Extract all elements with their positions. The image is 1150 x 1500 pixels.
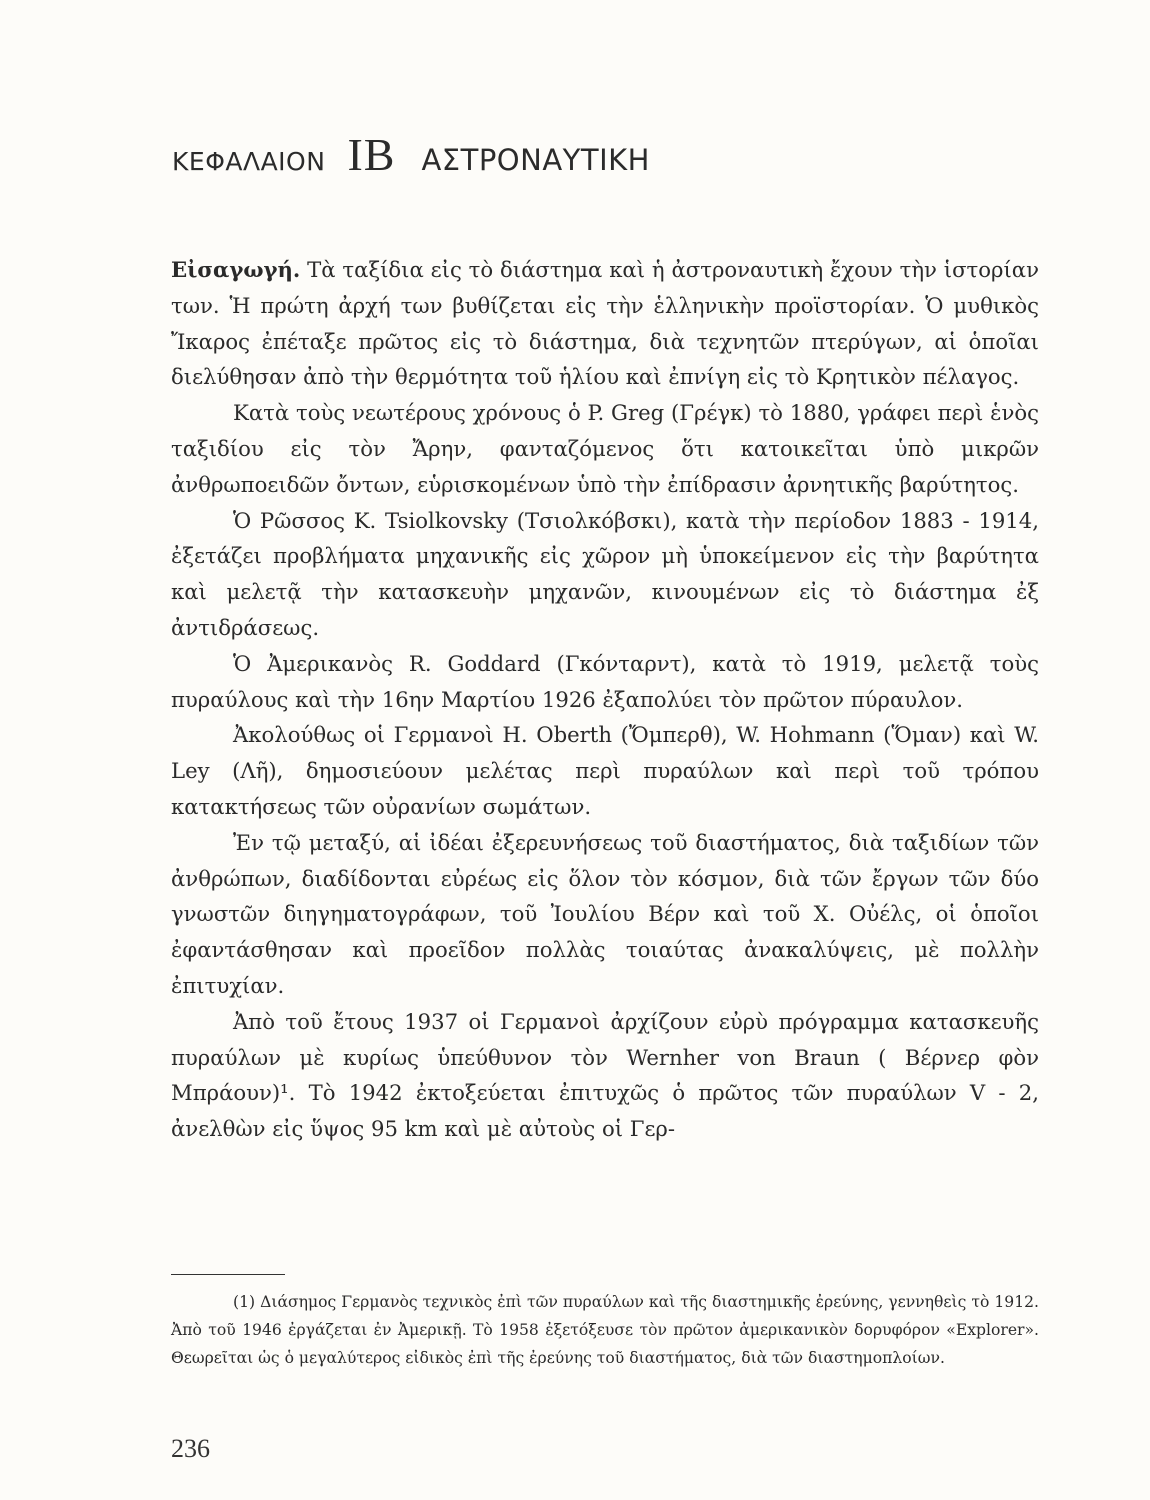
footnote: (1) Διάσημος Γερμανὸς τεχνικὸς ἐπὶ τῶν πυραύλων καὶ τῆς διαστημικῆς ἐρεύνης, γεννηθεὶς τὸ 1912. Ἀπὸ τοῦ 1946 ἐργάζεται ἐν Ἀμερικῇ. Τὸ 1958 ἐξετόξευσε τὸν πρῶτον ἀμερικανικὸν δορυφόρον «Explorer». Θεωρεῖται ὡς ὁ μεγαλύτερος εἰδικὸς ἐπὶ τῆς ἐρεύνης τοῦ διαστήματος, διὰ τῶν διαστημοπλοίων.: [171, 1293, 1039, 1367]
paragraph-oberth: Ἀκολούθως οἱ Γερμανοὶ H. Oberth (Ὄμπερθ), W. Hohmann (Ὅμαν) καὶ W. Ley (Λῆ), δημοσιεύουν μελέτας περὶ πυραύλων καὶ περὶ τοῦ τρόπου κατακτήσεως τῶν οὐρανίων σωμάτων.: [171, 722, 1039, 819]
intro-text: Τὰ ταξίδια εἰς τὸ διάστημα καὶ ἡ ἀστροναυτικὴ ἔχουν τὴν ἱστορίαν των. Ἡ πρώτη ἀρχή των βυθίζεται εἰς τὴν ἑλληνικὴν προϊστορίαν. Ὁ μυθικὸς Ἴκαρος ἐπέταξε πρῶτος εἰς τὸ διάστημα, διὰ τεχνητῶν πτερύγων, αἱ ὁποῖαι διελύθησαν ἀπὸ τὴν θερμότητα τοῦ ἡλίου καὶ ἐπνίγη εἰς τὸ Κρητικὸν πέλαγος.: [171, 257, 1039, 390]
paragraph-von-braun: Ἀπὸ τοῦ ἔτους 1937 οἱ Γερμανοὶ ἀρχίζουν εὐρὺ πρόγραμμα κατασκευῆς πυραύλων μὲ κυρίως ὑπεύθυνον τὸν Wernher von Braun ( Βέρνερ φὸν Μπράουν)¹. Τὸ 1942 ἐκτοξεύεται ἐπιτυχῶς ὁ πρῶτος τῶν πυραύλων V - 2, ἀνελθὼν εἰς ὕψος 95 km καὶ μὲ αὐτοὺς οἱ Γερ-: [171, 1008, 1039, 1142]
chapter-label: ΚΕΦΑΛΑΙΟΝ: [172, 147, 326, 176]
chapter-title: ΑΣΤΡΟΝΑΥΤΙΚΗ: [421, 143, 650, 177]
paragraph-tsiolkovsky: Ὁ Ρῶσσος K. Tsiolkovsky (Τσιολκόβσκι), κατὰ τὴν περίοδον 1883 - 1914, ἐξετάζει προβλήματα μηχανικῆς εἰς χῶρον μὴ ὑποκείμενον εἰς τὴν βαρύτητα καὶ μελετᾷ τὴν κατασκευὴν μηχανῶν, κινουμένων εἰς τὸ διάστημα ἐξ ἀντιδράσεως.: [171, 507, 1039, 640]
paragraph-goddard: Ὁ Ἀμερικανὸς R. Goddard (Γκόνταρντ), κατὰ τὸ 1919, μελετᾷ τοὺς πυραύλους καὶ τὴν 16ην Μαρτίου 1926 ἐξαπολύει τὸν πρῶτον πύραυλον.: [171, 650, 1039, 712]
chapter-heading: [172, 128, 650, 181]
paragraph-greg: Κατὰ τοὺς νεωτέρους χρόνους ὁ P. Greg (Γρέγκ) τὸ 1880, γράφει περὶ ἑνὸς ταξιδίου εἰς τὸν Ἄρην, φανταζόμενος ὅτι κατοικεῖται ὑπὸ μικρῶν ἀνθρωποειδῶν ὄντων, εὑρισκομένων ὑπὸ τὴν ἐπίδρασιν ἀρνητικῆς βαρύτητος.: [171, 400, 1039, 497]
footnote-divider: [171, 1274, 285, 1275]
section-lead: Εἰσαγωγή.: [171, 257, 301, 282]
chapter-number: ΙΒ: [347, 129, 396, 180]
intro-paragraph: [171, 252, 1039, 395]
page-number: 236: [171, 1434, 210, 1463]
chapter-body: [171, 252, 1039, 1147]
paragraph-verne-wells: Ἐν τῷ μεταξύ, αἱ ἰδέαι ἐξερευνήσεως τοῦ διαστήματος, διὰ ταξιδίων τῶν ἀνθρώπων, διαδίδονται εὐρέως εἰς ὅλον τὸν κόσμον, διὰ τῶν ἔργων τῶν δύο γνωστῶν διηγηματογράφων, τοῦ Ἰουλίου Βέρν καὶ τοῦ Χ. Οὐέλς, οἱ ὁποῖοι ἐφαντάσθησαν καὶ προεῖδον πολλὰς τοιαύτας ἀνακαλύψεις, μὲ πολλὴν ἐπιτυχίαν.: [171, 829, 1039, 998]
